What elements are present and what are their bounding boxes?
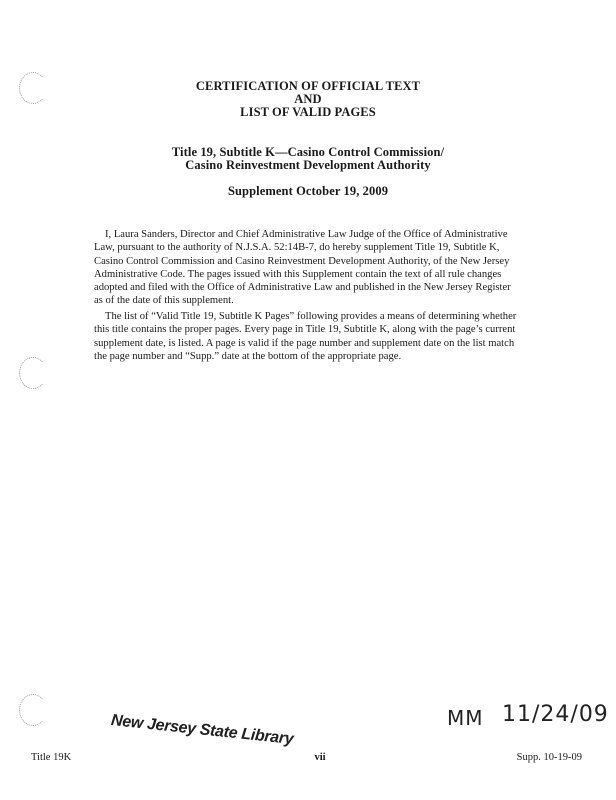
text-line: The list of “Valid Title 19, Subtitle K Pages” following provides a means of determining whether (105, 311, 517, 322)
subtitle-line-1: Title 19, Subtitle K—Casino Control Commission/ (171, 145, 445, 159)
punch-hole (19, 694, 47, 726)
footer-page-number: vii (314, 752, 326, 763)
doc-title-line-2: AND (294, 92, 322, 106)
text-line: supplement date, is listed. A page is valid if the page number and supplement date on the list match (94, 337, 515, 349)
text-line: the page number and “Supp.” date at the bottom of the appropriate page. (94, 350, 402, 362)
text-line: Casino Control Commission and Casino Reinvestment Development Authority, of the New Jersey (94, 255, 510, 267)
doc-title-line-3: LIST OF VALID PAGES (240, 105, 376, 119)
handwritten-initials: MM (447, 706, 484, 730)
certification-paragraph (94, 228, 529, 308)
text-line: Administrative Code. The pages issued with this Supplement contain the text of all rule changes (94, 268, 502, 280)
supplement-date: Supplement October 19, 2009 (227, 184, 389, 198)
text-line: adopted and filed with the Office of Administrative Law and published in the New Jersey Register (94, 282, 511, 294)
subtitle-line-2: Casino Reinvestment Development Authority (185, 158, 431, 172)
footer-title: Title 19K (31, 752, 72, 763)
text-line: as of the date of this supplement. (94, 295, 234, 307)
text-line: I, Laura Sanders, Director and Chief Administrative Law Judge of the Office of Administrative (105, 229, 508, 240)
doc-title-line-1: CERTIFICATION OF OFFICIAL TEXT (195, 79, 421, 93)
text-line: this title contains the proper pages. Every page in Title 19, Subtitle K, along with the page’s current (94, 324, 516, 336)
text-line: Law, pursuant to the authority of N.J.S.A. 52:14B-7, do hereby supplement Title 19, Subtitle K, (94, 242, 500, 254)
library-stamp: New Jersey State Library (110, 712, 295, 749)
valid-pages-paragraph (94, 310, 529, 363)
handwritten-date: 11/24/09 (502, 702, 609, 727)
punch-hole (19, 357, 47, 389)
footer-supplement-code: Supp. 10-19-09 (516, 752, 582, 763)
